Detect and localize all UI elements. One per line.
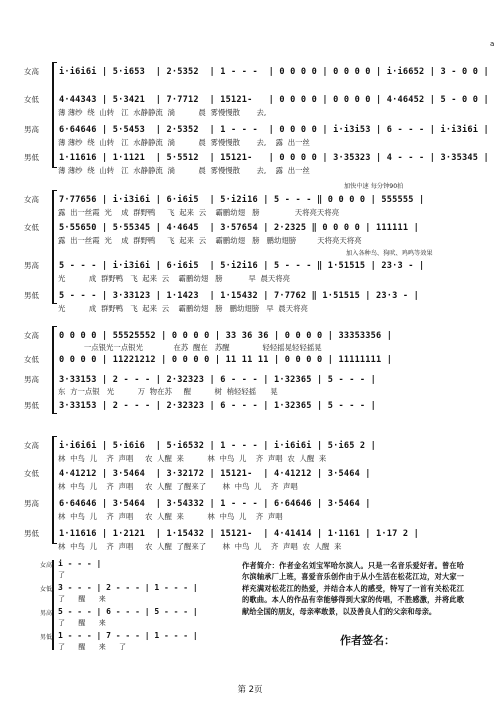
voice-label: 男高 (24, 261, 39, 270)
lyrics: 林 中鸟 儿 齐 声唱 农 人醒 了醒来了 林 中鸟 儿 齐 声唱 (58, 482, 298, 491)
lyrics: 薄 薄纱 绕 山转 江 水静静流 淌 晨 雾慢慢散 去, 露 出一丝 (58, 138, 310, 147)
lyrics: 薄 薄纱 绕 山转 江 水静静流 淌 晨 雾慢慢散 去, (58, 108, 267, 117)
voice-label: 女低 (24, 355, 39, 364)
staff-line (55, 468, 450, 482)
lyrics: 林 中鸟 儿 齐 声唱 农 人醒 来 林 中鸟 儿 齐 声唱 (58, 512, 283, 521)
lyrics: 了 醒 来 了 (58, 643, 127, 651)
notation: 5 - - - | 3·33123 | 1·1423 | 1·15432 | 7·7762 ‖ 1·51515 | 23·3 - | (59, 291, 420, 301)
staff-line (55, 94, 489, 108)
staff-line (55, 290, 450, 304)
page-number: 第 2页 (237, 685, 263, 695)
notation: 0 0 0 0 | 11221212 | 0 0 0 0 | 11 11 11 | 0 0 0 0 | 11111111 | (59, 355, 393, 365)
voice-label: 男低 (24, 153, 39, 162)
notation: 3·33153 | 2 - - - | 2·32323 | 6 - - - | 1·32365 | 5 - - - | (59, 375, 377, 385)
margin-mark: a (490, 40, 495, 48)
staff-line (55, 374, 450, 388)
notation: 6·64646 | 5·5453 | 2·5352 | 1 - - - | 0 0 0 0 | i·i3i53 | 6 - - - | i·i3i6i | (59, 125, 489, 135)
notation: 3 - - - | 2 - - - | 1 - - - | (58, 583, 198, 592)
lyrics: 了 (58, 571, 65, 579)
notation: i·i6i6i | 5·i6i6 | 5·i6532 | 1 - - - | i·i6i6i | 5·i65 2 | (59, 441, 377, 451)
notation: 1 - - - | 7 - - - | 1 - - - | (58, 631, 198, 640)
lyrics: 东 方一点银 光 万 物在苏 醒 树 梢轻轻摇 晃 (58, 387, 278, 396)
lyrics: 林 中鸟 儿 齐 声唱 农 人醒 了醒来了 林 中鸟 儿 齐 声唱 农 人醒 来 (58, 542, 342, 551)
lyrics: 露 出一丝霞 光 成 群野鸭 飞 起来 云 霸鹏幼翅 膀 鹏幼翅膀 天将亮天将亮 (58, 236, 362, 245)
voice-label: 男低 (24, 529, 39, 538)
staff-line (55, 152, 489, 166)
voice-label: 女高 (24, 331, 39, 340)
notation: 3·33153 | 2 - - - | 2·32323 | 6 - - - | 1·32365 | 5 - - - | (59, 401, 377, 411)
staff-line (55, 194, 450, 208)
lyrics: 了 醒 来 (58, 619, 106, 627)
voice-label: 男高 (24, 375, 39, 384)
staff-line (55, 498, 450, 512)
lyrics: 了 醒 来 (58, 595, 106, 603)
notation: i - - - | (58, 559, 102, 568)
staff-line (55, 66, 489, 80)
notation: 7·77656 | i·i3i6i | 6·i6i5 | 5·i2i16 | 5 - - - ‖ 0 0 0 0 | 555555 | (59, 195, 425, 205)
voice-label: 男低 (24, 291, 39, 300)
notation: 4·41212 | 3·5464 | 3·32172 | 15121- | 4·41212 | 3·5464 | (59, 469, 371, 479)
author-signature-label: 作者签名： (340, 634, 395, 647)
staff-line (55, 440, 450, 454)
voice-label: 女低 (24, 223, 39, 232)
voice-label: 女高 (24, 67, 39, 76)
staff-line (55, 330, 450, 344)
voice-label: 女高 (40, 562, 53, 569)
lyrics: 薄 薄纱 绕 山转 江 水静静流 淌 晨 雾慢慢散 去, 露 出一丝 (58, 166, 310, 175)
tempo-marking: 加快中速 每分钟90拍 (344, 183, 404, 190)
voice-label: 男低 (24, 401, 39, 410)
staff-line (55, 222, 450, 236)
staff-line (55, 400, 450, 414)
voice-label: 女低 (24, 95, 39, 104)
staff-line (55, 260, 450, 274)
author-intro (242, 560, 464, 617)
voice-label: 女高 (24, 195, 39, 204)
notation: 0 0 0 0 | 55525552 | 0 0 0 0 | 33 36 36 | 0 0 0 0 | 33353356 | (59, 331, 393, 341)
notation: 5·55650 | 5·55345 | 4·4645 | 3·57654 | 2·2325 ‖ 0 0 0 0 | 111111 | (59, 223, 420, 233)
staff-line (55, 124, 489, 138)
voice-label: 男高 (24, 499, 39, 508)
lyrics: 光 成 群野鸭 飞 起来 云 霸鹏幼翅 膀 早 晨天将亮 (58, 274, 291, 283)
notation: 5 - - - | i·i3i6i | 6·i6i5 | 5·i2i16 | 5 - - - ‖ 1·51515 | 23·3 - | (59, 261, 425, 271)
voice-label: 男低 (40, 634, 53, 641)
effects-note: 加入各种鸟、狗吠、鸡鸣等效果 (346, 250, 433, 257)
staff-line (55, 354, 450, 368)
voice-label: 男高 (40, 610, 53, 617)
lyrics: 光 成 群野鸭 飞 起来 云 霸鹏幼翅 膀 鹏幼翅膀 早 晨天将亮 (58, 304, 308, 313)
staff-line (55, 528, 450, 542)
voice-label: 女低 (40, 586, 53, 593)
notation: 5 - - - | 6 - - - | 5 - - - | (58, 607, 198, 616)
closing-brace (52, 560, 54, 650)
lyrics: 林 中鸟 儿 齐 声唱 农 人醒 来 林 中鸟 儿 齐 声唱 农 人醒 来 (58, 454, 327, 463)
notation: 6·64646 | 3·5464 | 3·54332 | 1 - - - | 6·64646 | 3·5464 | (59, 499, 371, 509)
intro-text: 作者金名刘宝军哈尔滨人。只是一名音乐爱好者。曾在哈尔滨轴承厂上班，喜爱音乐创作由于从小生活在松花江边，对大家一样充满对松花江的热爱，并结合本人的感受，特写了一首有关松花江的歌曲。本人的作品有幸能够得到大家的传唱，不胜感激，并将此歌献给全国的朋友，母亲率敢景，以及善良人们的父亲和母亲。 (242, 561, 464, 616)
notation: i·i6i6i | 5·i653 | 2·5352 | 1 - - - | 0 0 0 0 | 0 0 0 0 | i·i6652 | 3 - 0 0 | (59, 67, 489, 77)
notation: 4·44343 | 5·3421 | 7·7712 | 15121- | 0 0 0 0 | 0 0 0 0 | 4·46452 | 5 - 0 0 | (59, 95, 489, 105)
closing-score (30, 556, 230, 656)
voice-label: 女低 (24, 469, 39, 478)
voice-label: 男高 (24, 125, 39, 134)
voice-label: 女高 (24, 441, 39, 450)
notation: 1·11616 | 1·2121 | 1·15432 | 15121- | 4·41414 | 1·1161 | 1·17 2 | (59, 529, 420, 539)
notation: 1·11616 | 1·1121 | 5·5512 | 15121- | 0 0 0 0 | 3·35323 | 4 - - - | 3·35345 | (59, 153, 489, 163)
lyrics: 一点银光一点银光 在苏 醒在 苏醒 轻轻摇晃轻轻摇晃 (58, 343, 322, 352)
lyrics: 露 出一丝霞 光 成 群野鸭 飞 起来 云 霸鹏幼翅 膀 天将亮天将亮 (58, 208, 340, 217)
intro-title: 作者简介： (242, 561, 280, 570)
